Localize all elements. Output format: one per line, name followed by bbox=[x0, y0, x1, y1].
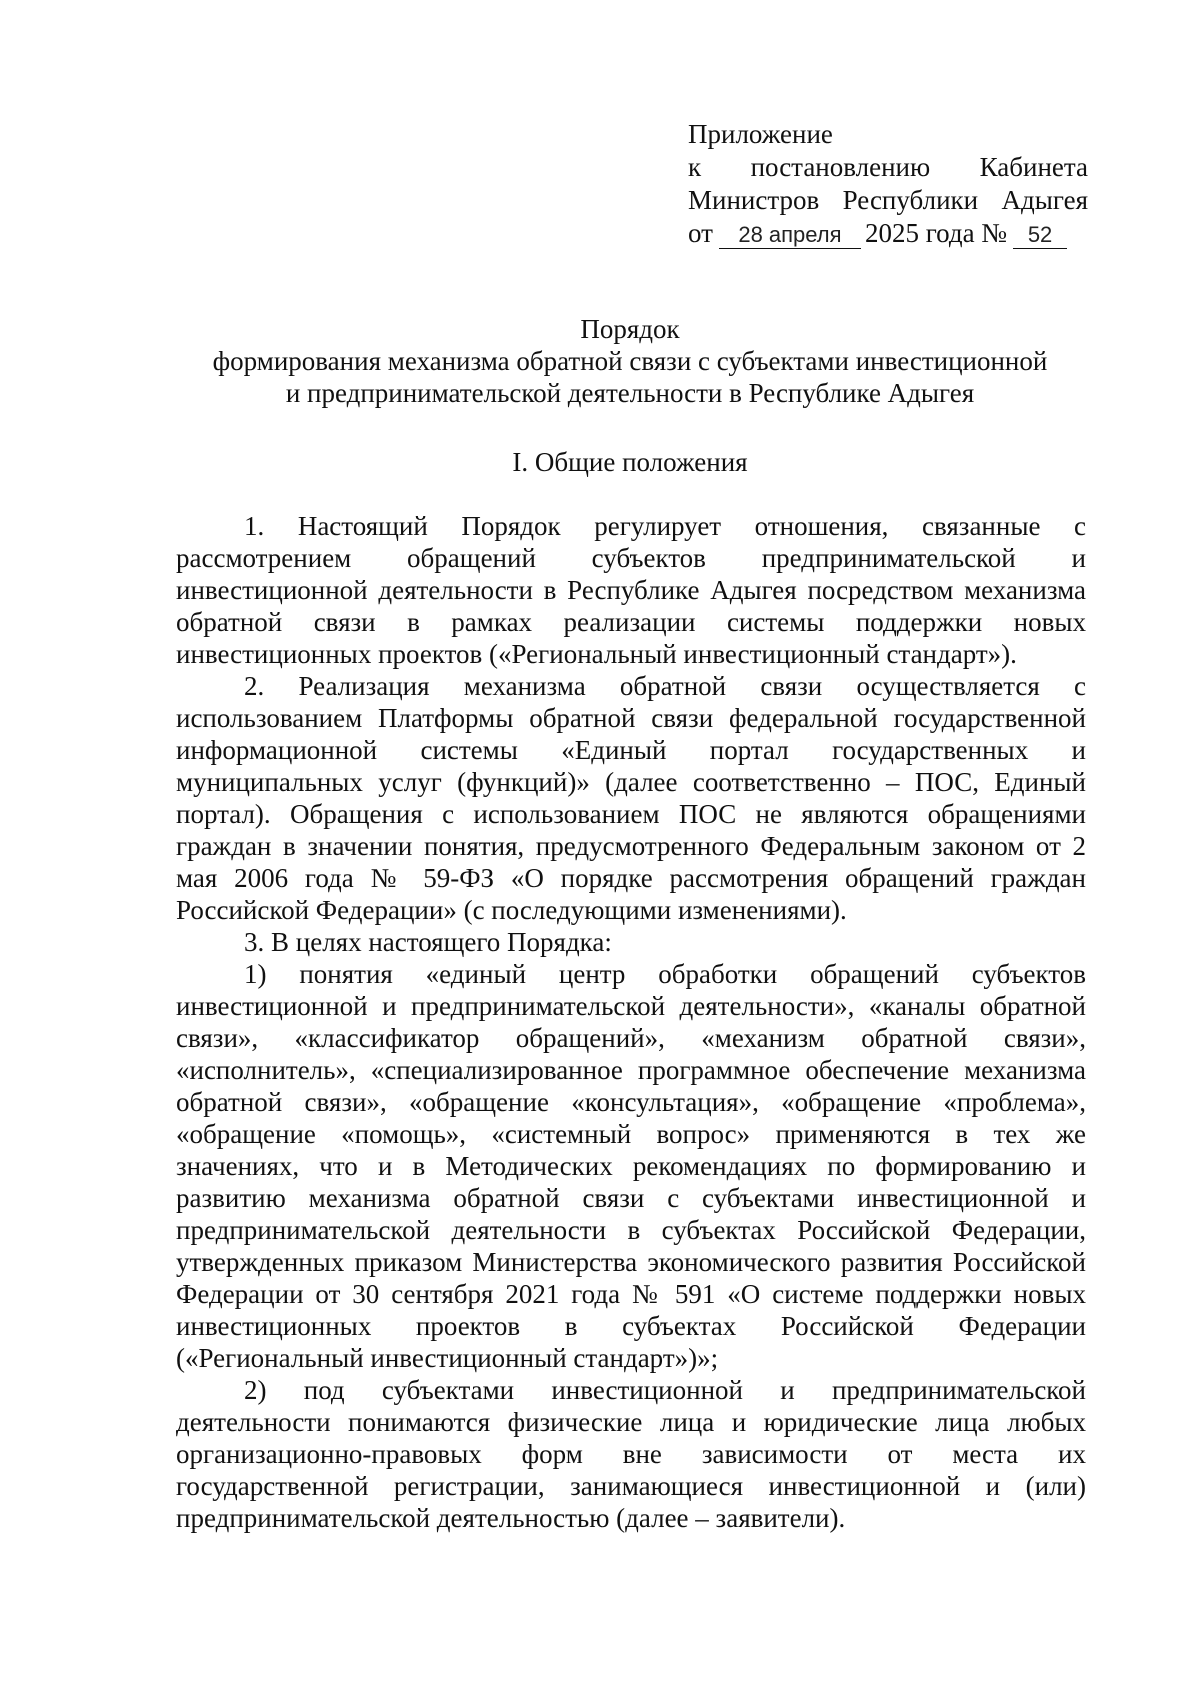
appendix-resolution-line: к постановлению Кабинета bbox=[688, 152, 1088, 182]
date-prefix: от bbox=[688, 218, 713, 248]
paragraph-1: 1. Настоящий Порядок регулирует отношения, связанные с рассмотрением обращений субъектов предпринимательской и инвестиционной деятельности в Республике Адыгея посредством механизма обратной связи в рамках реализации системы поддержки новых инвестиционных проектов («Региональный инвестиционный стандарт»). bbox=[176, 511, 1086, 669]
section-heading: I. Общие положения bbox=[512, 447, 748, 477]
title-line-3: и предпринимательской деятельности в Республике Адыгея bbox=[285, 378, 975, 408]
title-line-1: Порядок bbox=[580, 314, 680, 344]
handwritten-date: 28 апреля bbox=[719, 222, 861, 249]
document-body bbox=[176, 510, 1086, 1534]
document-title bbox=[150, 313, 1110, 409]
appendix-date-line bbox=[688, 217, 1088, 250]
appendix-cabinet-line: Министров Республики Адыгея bbox=[688, 185, 1088, 215]
paragraph-3-item-1: 1) понятия «единый центр обработки обращений субъектов инвестиционной и предпринимательской деятельности», «каналы обратной связи», «классификатор обращений», «механизм обратной связи», «исполнитель», «специализированное программное обеспечение механизма обратной связи», «обращение «консультация», «обращение «проблема», «обращение «помощь», «системный вопрос» применяются в тех же значениях, что и в Методических рекомендациях по формированию и развитию механизма обратной связи с субъектами инвестиционной и предпринимательской деятельности в субъектах Российской Федерации, утвержденных приказом Министерства экономического развития Российской Федерации от 30 сентября 2021 года № 591 «О системе поддержки новых инвестиционных проектов в субъектах Российской Федерации («Региональный инвестиционный стандарт»)»; bbox=[176, 959, 1086, 1373]
appendix-label: Приложение bbox=[688, 119, 833, 149]
paragraph-2: 2. Реализация механизма обратной связи осуществляется с использованием Платформы обратной связи федеральной государственной информационной системы «Единый портал государственных и муниципальных услуг (функций)» (далее соответственно – ПОС, Единый портал). Обращения с использованием ПОС не являются обращениями граждан в значении понятия, предусмотренного Федеральным законом от 2 мая 2006 года № 59-ФЗ «О порядке рассмотрения обращений граждан Российской Федерации» (с последующими изменениями). bbox=[176, 671, 1086, 925]
appendix-header bbox=[688, 118, 1088, 250]
handwritten-number: 52 bbox=[1013, 222, 1067, 249]
title-line-2: формирования механизма обратной связи с субъектами инвестиционной bbox=[212, 346, 1048, 376]
date-year: 2025 года № bbox=[864, 218, 1008, 248]
paragraph-3: 3. В целях настоящего Порядка: bbox=[244, 927, 612, 957]
paragraph-3-item-2: 2) под субъектами инвестиционной и предпринимательской деятельности понимаются физические лица и юридические лица любых организационно-правовых форм вне зависимости от места их государственной регистрации, занимающиеся инвестиционной и (или) предпринимательской деятельностью (далее – заявители). bbox=[176, 1375, 1086, 1533]
